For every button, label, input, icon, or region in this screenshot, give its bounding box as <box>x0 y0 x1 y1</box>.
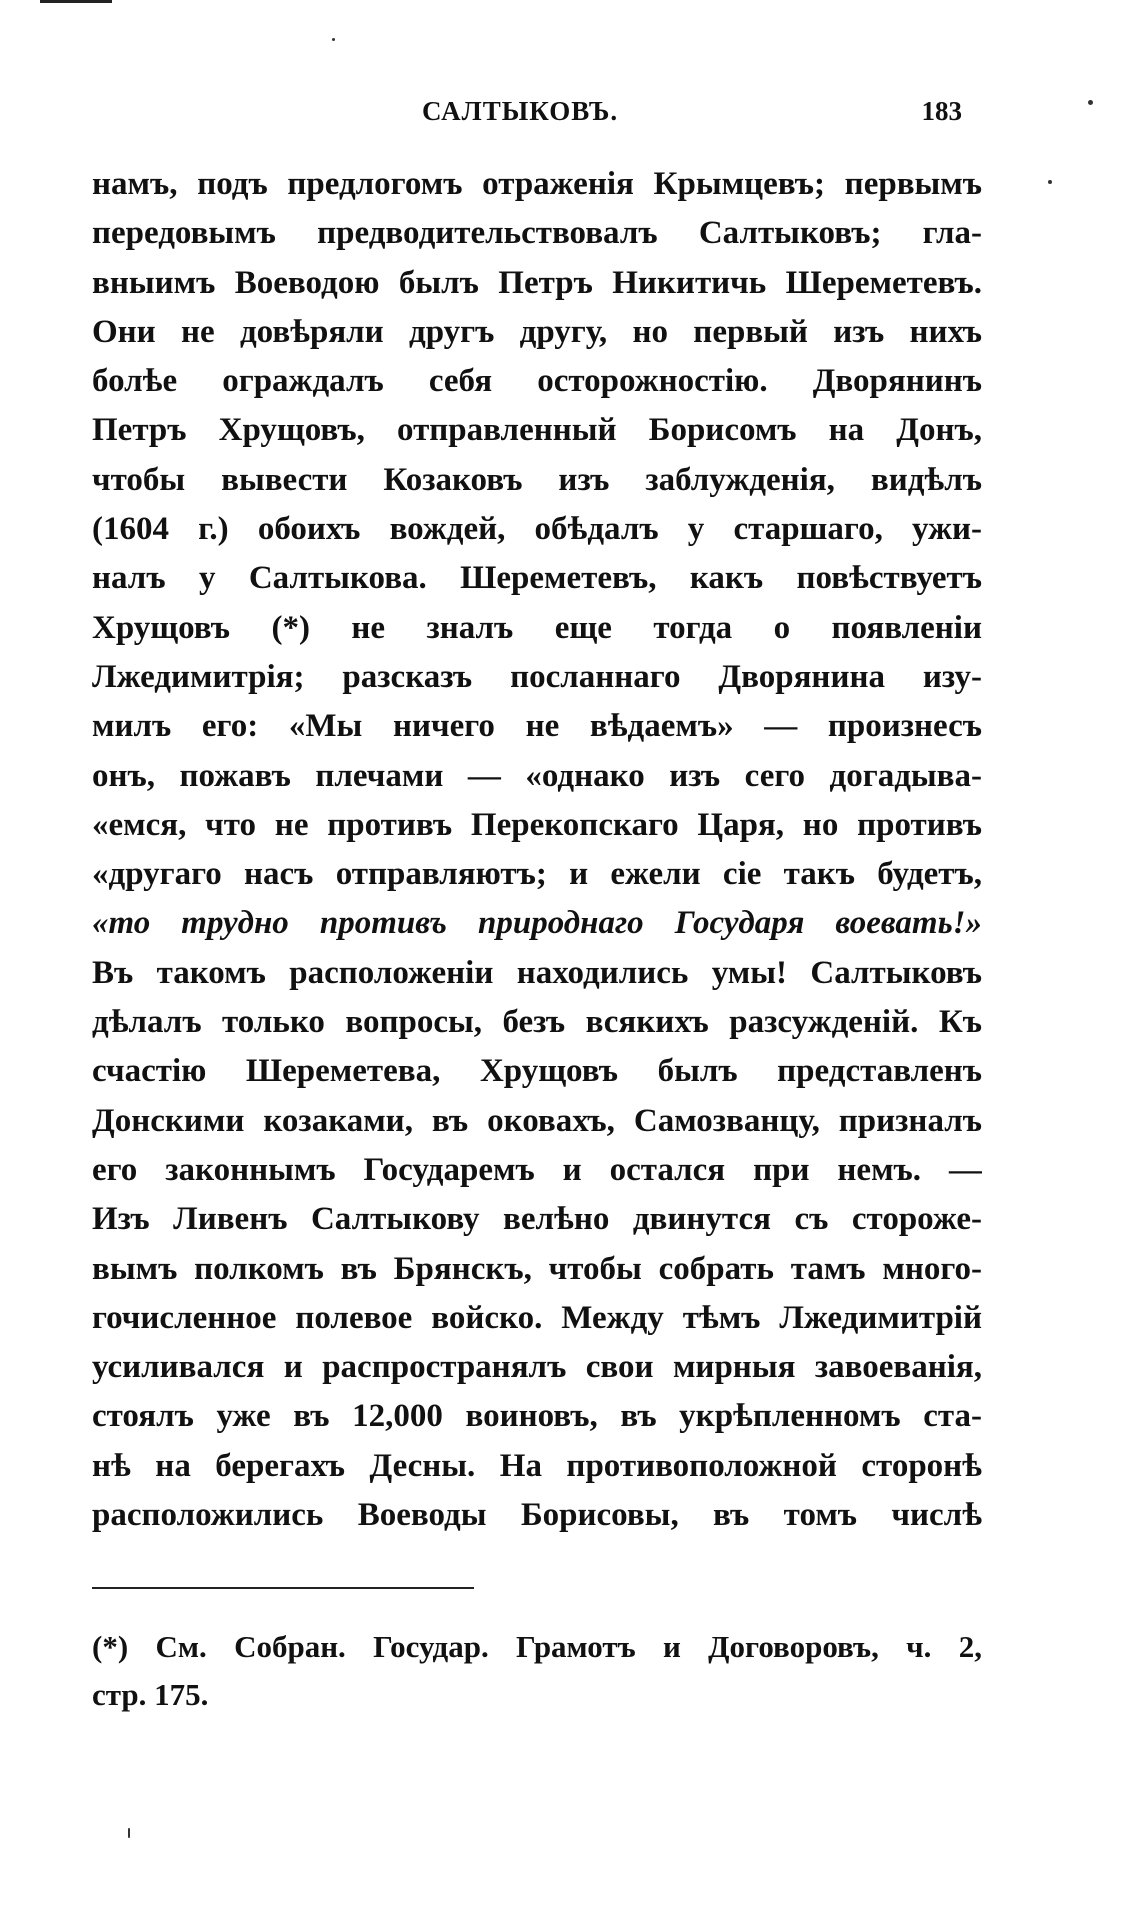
text-line: чтобы вывести Козаковъ изъ заблужденія, видѣлъ <box>92 461 982 498</box>
text-line: вымъ полкомъ въ Брянскъ, чтобы собрать тамъ много- <box>92 1250 982 1287</box>
text-line: усиливался и распространялъ свои мирныя завоеванія, <box>92 1349 982 1386</box>
text-line: нѣ на берегахъ Десны. На противоположной сторонѣ <box>92 1447 982 1484</box>
footnote-line: стр. 175. <box>92 1677 209 1712</box>
print-speck <box>332 38 335 41</box>
page-number: 183 <box>921 96 962 126</box>
print-speck <box>1088 100 1093 105</box>
text-line: Петръ Хрущовъ, отправленный Борисомъ на Донъ, <box>92 412 982 449</box>
text-line: (1604 г.) обоихъ вождей, обѣдалъ у старшаго, ужи- <box>92 511 982 548</box>
text-line: дѣлалъ только вопросы, безъ всякихъ разсужденій. Къ <box>92 1004 982 1041</box>
text-line: гочисленное полевое войско. Между тѣмъ Лжедимитрій <box>92 1299 982 1336</box>
text-line: Лжедимитрія; разсказъ посланнаго Дворянина изу- <box>92 658 982 695</box>
text-line: Въ такомъ расположеніи находились умы! Салтыковъ <box>92 954 982 991</box>
text-line: «другаго насъ отправляютъ; и ежели сіе такъ будетъ, <box>92 856 982 893</box>
footnote-divider <box>92 1587 474 1589</box>
body-text <box>92 160 982 1540</box>
print-speck <box>1048 180 1052 184</box>
running-head-title: САЛТЫКОВЪ. <box>422 96 619 126</box>
text-line: передовымъ предводительствовалъ Салтыковъ; гла- <box>92 215 982 252</box>
text-line: милъ его: «Мы ничего не вѣдаемъ» — произнесъ <box>92 708 982 745</box>
text-line: онъ, пожавъ плечами — «однако изъ сего догадыва- <box>92 757 982 794</box>
footnote-line: (*) См. Собран. Государ. Грамотъ и Договоровъ, ч. 2, <box>92 1629 982 1664</box>
text-line: счастію Шереметева, Хрущовъ былъ представленъ <box>92 1053 982 1090</box>
text-line: его законнымъ Государемъ и остался при немъ. — <box>92 1151 982 1188</box>
text-line: Изъ Ливенъ Салтыкову велѣно двинутся съ стороже- <box>92 1201 982 1238</box>
text-line: Они не довѣряли другъ другу, но первый изъ нихъ <box>92 313 982 350</box>
text-line: «емся, что не противъ Перекопскаго Царя, но противъ <box>92 806 982 843</box>
print-speck <box>128 1828 130 1838</box>
text-line: Донскими козаками, въ оковахъ, Самозванцу, призналъ <box>92 1102 982 1139</box>
text-line: намъ, подъ предлогомъ отраженія Крымцевъ; первымъ <box>92 166 982 202</box>
text-line: болѣе ограждалъ себя осторожностію. Дворянинъ <box>92 363 982 400</box>
text-line: расположились Воеводы Борисовы, въ томъ числѣ <box>92 1497 982 1534</box>
running-head <box>92 96 982 136</box>
text-line: вныимъ Воеводою былъ Петръ Никитичь Шереметевъ. <box>92 264 982 301</box>
text-line: налъ у Салтыкова. Шереметевъ, какъ повѣствуетъ <box>92 560 982 597</box>
footnote <box>92 1623 982 1719</box>
text-line-italic-quote: «то трудно противъ природнаго Государя воевать!» <box>92 905 982 942</box>
text-line: стоялъ уже въ 12,000 воиновъ, въ укрѣпленномъ ста- <box>92 1398 982 1435</box>
text-line: Хрущовъ (*) не зналъ еще тогда о появленіи <box>92 609 982 646</box>
top-edge-rule <box>40 0 112 3</box>
